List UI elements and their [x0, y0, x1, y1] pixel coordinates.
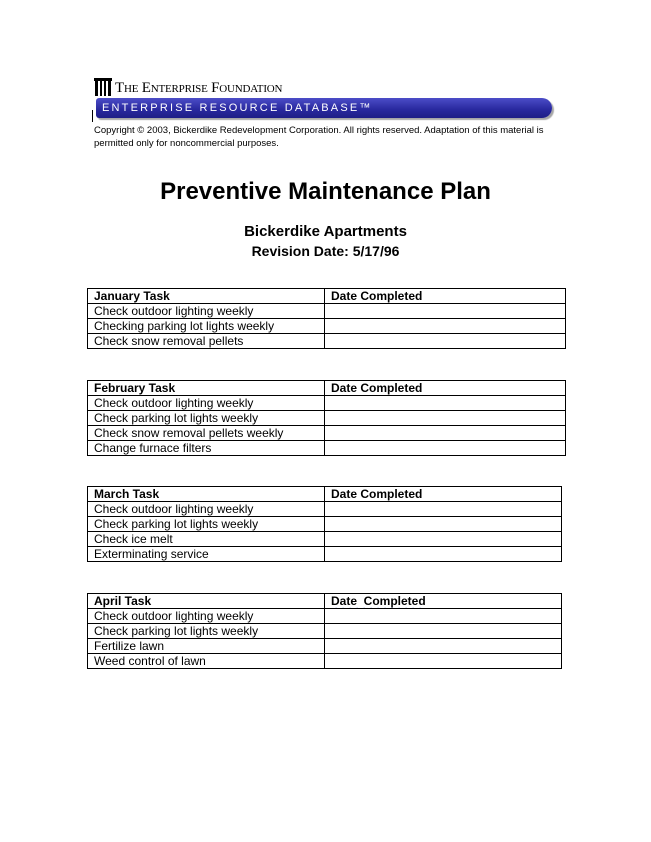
task-header: March Task — [88, 487, 325, 502]
date-cell[interactable] — [325, 502, 562, 517]
task-cell[interactable]: Check parking lot lights weekly — [88, 624, 325, 639]
table-header-row — [88, 487, 562, 502]
date-cell[interactable] — [325, 304, 566, 319]
task-cell[interactable]: Check outdoor lighting weekly — [88, 396, 325, 411]
task-cell[interactable]: Check parking lot lights weekly — [88, 411, 325, 426]
task-cell[interactable]: Check parking lot lights weekly — [88, 517, 325, 532]
task-cell[interactable]: Check outdoor lighting weekly — [88, 304, 325, 319]
april-task-table — [87, 593, 562, 669]
task-cell[interactable]: Change furnace filters — [88, 441, 325, 456]
task-cell[interactable]: Check snow removal pellets — [88, 334, 325, 349]
task-header: April Task — [88, 594, 325, 609]
task-cell[interactable]: Check outdoor lighting weekly — [88, 609, 325, 624]
task-header: February Task — [88, 381, 325, 396]
table-row — [88, 502, 562, 517]
date-cell[interactable] — [325, 334, 566, 349]
revision-date: Revision Date: 5/17/96 — [251, 243, 400, 259]
date-cell[interactable] — [325, 654, 562, 669]
copyright-notice: Copyright © 2003, Bickerdike Redevelopment Corporation. All rights reserved. Adaptation of this material is permitted only for noncommercial purposes. — [94, 125, 544, 149]
table-row — [88, 334, 566, 349]
task-cell[interactable]: Fertilize lawn — [88, 639, 325, 654]
date-cell[interactable] — [325, 411, 566, 426]
february-task-table — [87, 380, 566, 456]
table-row — [88, 609, 562, 624]
logo — [94, 76, 559, 96]
date-cell[interactable] — [325, 517, 562, 532]
spellcheck-underlined-text: Date Completed — [331, 594, 426, 608]
date-completed-header: Date Completed — [325, 381, 566, 396]
table-row — [88, 654, 562, 669]
march-task-table — [87, 486, 562, 562]
table-row — [88, 426, 566, 441]
table-row — [88, 532, 562, 547]
building-logo-icon — [94, 78, 112, 96]
task-header: January Task — [88, 289, 325, 304]
date-cell[interactable] — [325, 319, 566, 334]
table-row — [88, 639, 562, 654]
task-cell[interactable]: Check ice melt — [88, 532, 325, 547]
table-row — [88, 411, 566, 426]
date-cell[interactable] — [325, 624, 562, 639]
table-row — [88, 547, 562, 562]
date-cell[interactable] — [325, 547, 562, 562]
date-cell[interactable] — [325, 441, 566, 456]
organization-name: The Enterprise Foundation — [115, 80, 283, 96]
date-completed-header — [325, 594, 562, 609]
task-cell[interactable]: Exterminating service — [88, 547, 325, 562]
table-row — [88, 319, 566, 334]
task-cell[interactable]: Check outdoor lighting weekly — [88, 502, 325, 517]
table-header-row — [88, 381, 566, 396]
january-task-table — [87, 288, 566, 349]
date-completed-header: Date Completed — [325, 289, 566, 304]
task-cell[interactable]: Check snow removal pellets weekly — [88, 426, 325, 441]
table-header-row — [88, 594, 562, 609]
resource-database-banner: ENTERPRISE RESOURCE DATABASE™ — [96, 98, 552, 118]
date-cell[interactable] — [325, 639, 562, 654]
document-header — [94, 76, 559, 96]
date-completed-header: Date Completed — [325, 487, 562, 502]
date-cell[interactable] — [325, 396, 566, 411]
table-header-row — [88, 289, 566, 304]
table-row — [88, 441, 566, 456]
task-cell[interactable]: Weed control of lawn — [88, 654, 325, 669]
page-title: Preventive Maintenance Plan — [160, 178, 491, 205]
date-cell[interactable] — [325, 426, 566, 441]
task-cell[interactable]: Checking parking lot lights weekly — [88, 319, 325, 334]
table-row — [88, 396, 566, 411]
table-row — [88, 517, 562, 532]
property-name: Bickerdike Apartments — [244, 223, 407, 240]
text-cursor — [92, 110, 93, 122]
date-cell[interactable] — [325, 532, 562, 547]
date-cell[interactable] — [325, 609, 562, 624]
table-row — [88, 304, 566, 319]
table-row — [88, 624, 562, 639]
